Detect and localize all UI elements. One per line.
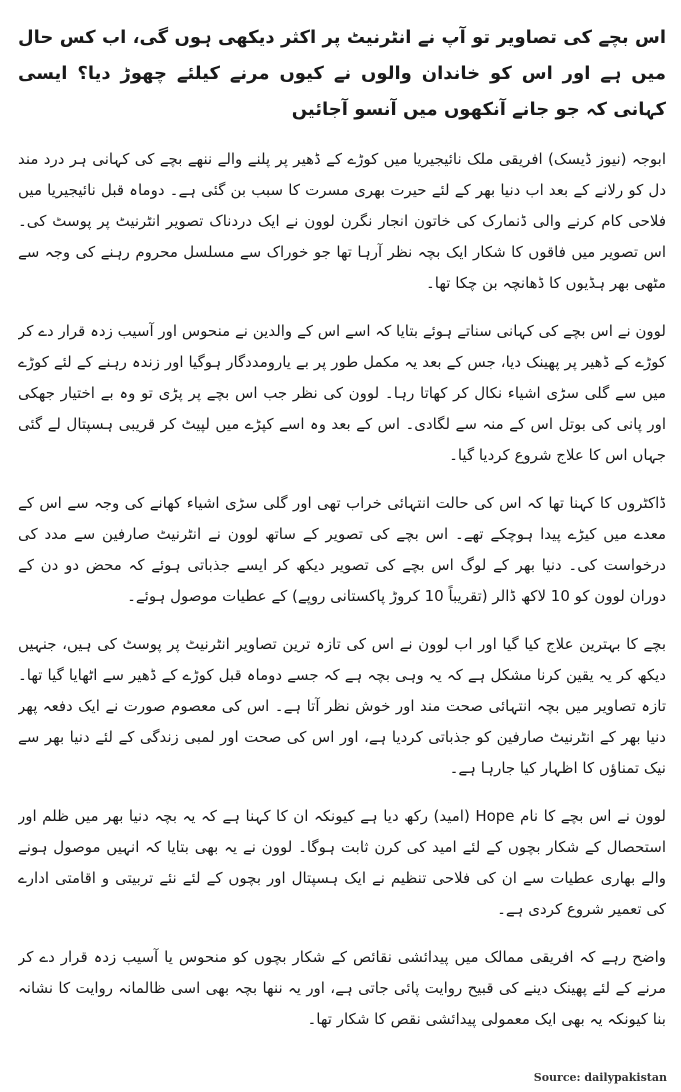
- article-paragraph: ڈاکٹروں کا کہنا تھا کہ اس کی حالت انتہائی خراب تھی اور گلی سڑی اشیاء کھانے کی وجہ سے اس کے معدے میں کیڑے پیدا ہوچکے تھے۔ اس بچے کی تصویر کے ساتھ لوون نے انٹرنیٹ صارفین سے مدد کی درخواست کی۔ دنیا بھر کے لوگ اس بچے کی تصویر دیکھ کر ایسے جذباتی ہوئے کہ محض دو دن کے دوران لوون کو 10 لاکھ ڈالر (تقریباً 10 کروڑ پاکستانی روپے) کے عطیات موصول ہوئے۔: [18, 494, 666, 605]
- news-article: [18, 20, 666, 1070]
- article-paragraph: ابوجہ (نیوز ڈیسک) افریقی ملک نائیجیریا میں کوڑے کے ڈھیر پر پلنے والے ننھے بچے کی کہانی ہر درد مند دل کو رلانے کے بعد اب دنیا بھر کے لئے حیرت بھری مسرت کا سبب بن گئی ہے۔ دوماہ قبل نائیجیریا میں فلاحی کام کرنے والی ڈنمارک کی خاتون انجار نگرن لوون نے ایک دردناک تصویر انٹرنیٹ پر پوسٹ کی۔ اس تصویر میں فاقوں کا شکار ایک بچہ نظر آرہا تھا جو خوراک سے مسلسل محروم رہنے کی وجہ سے مٹھی بھر ہڈیوں کا ڈھانچہ بن چکا تھا۔: [18, 150, 666, 292]
- source-credit: Source: dailypakistan: [533, 1071, 667, 1084]
- article-paragraph: واضح رہے کہ افریقی ممالک میں پیدائشی نقائص کے شکار بچوں کو منحوس یا آسیب زدہ قرار دے کر مرنے کے لئے پھینک دینے کی قبیح روایت پائی جاتی ہے، اور یہ ننھا بچہ بھی اسی ظالمانہ روایت کا نشانہ بنا کیونکہ یہ بھی ایک معمولی پیدائشی نقص کا شکار تھا۔: [18, 948, 666, 1028]
- article-paragraph: لوون نے اس بچے کا نام Hope (امید) رکھ دیا ہے کیونکہ ان کا کہنا ہے کہ یہ بچہ دنیا بھر میں ظلم اور استحصال کے شکار بچوں کے لئے امید کی کرن ثابت ہوگا۔ لوون نے یہ بھی بتایا کہ انہیں موصول ہونے والے بھاری عطیات سے ان کی فلاحی تنظیم نے ایک ہسپتال اور بچوں کے لئے نئے تربیتی و اقامتی ادارے کی تعمیر شروع کردی ہے۔: [18, 807, 666, 918]
- article-paragraph: لوون نے اس بچے کی کہانی سناتے ہوئے بتایا کہ اسے اس کے والدین نے منحوس اور آسیب زدہ قرار دے کر کوڑے کے ڈھیر پر پھینک دیا، جس کے بعد یہ مکمل طور پر بے یارومددگار ہوگیا اور زندہ رہنے کے لئے کوڑے میں سے گلی سڑی اشیاء نکال کر کھاتا رہا۔ لوون کی نظر جب اس بچے پر پڑی تو وہ بے اختیار جھکی اور پانی کی بوتل اس کے منہ سے لگادی۔ اس کے بعد وہ اسے کپڑے میں لپیٹ کر قریبی ہسپتال لے گئی جہاں اس کا علاج شروع کردیا گیا۔: [18, 322, 666, 464]
- article-paragraph: بچے کا بہترین علاج کیا گیا اور اب لوون نے اس کی تازہ ترین تصاویر انٹرنیٹ پر پوسٹ کی ہیں، جنہیں دیکھ کر یہ یقین کرنا مشکل ہے کہ یہ وہی بچہ ہے کہ جسے دوماہ قبل کوڑے کے ڈھیر سے اٹھایا گیا تھا۔ تازہ تصاویر میں بچہ انتہائی صحت مند اور خوش نظر آتا ہے۔ اس کی معصوم صورت نے ایک دفعہ پھر دنیا بھر کے انٹرنیٹ صارفین کو جذباتی کردیا ہے، اور اس کی صحت اور لمبی زندگی کے لئے دنیا بھر سے نیک تمناؤں کا اظہار کیا جارہا ہے۔: [18, 635, 666, 777]
- article-headline: اس بچے کی تصاویر تو آپ نے انٹرنیٹ پر اکثر دیکھی ہوں گی، اب کس حال میں ہے اور اس کو خاندان والوں نے کیوں مرنے کیلئے چھوڑ دیا؟ ایسی کہانی کہ جو جانے آنکھوں میں آنسو آجائیں: [18, 27, 666, 120]
